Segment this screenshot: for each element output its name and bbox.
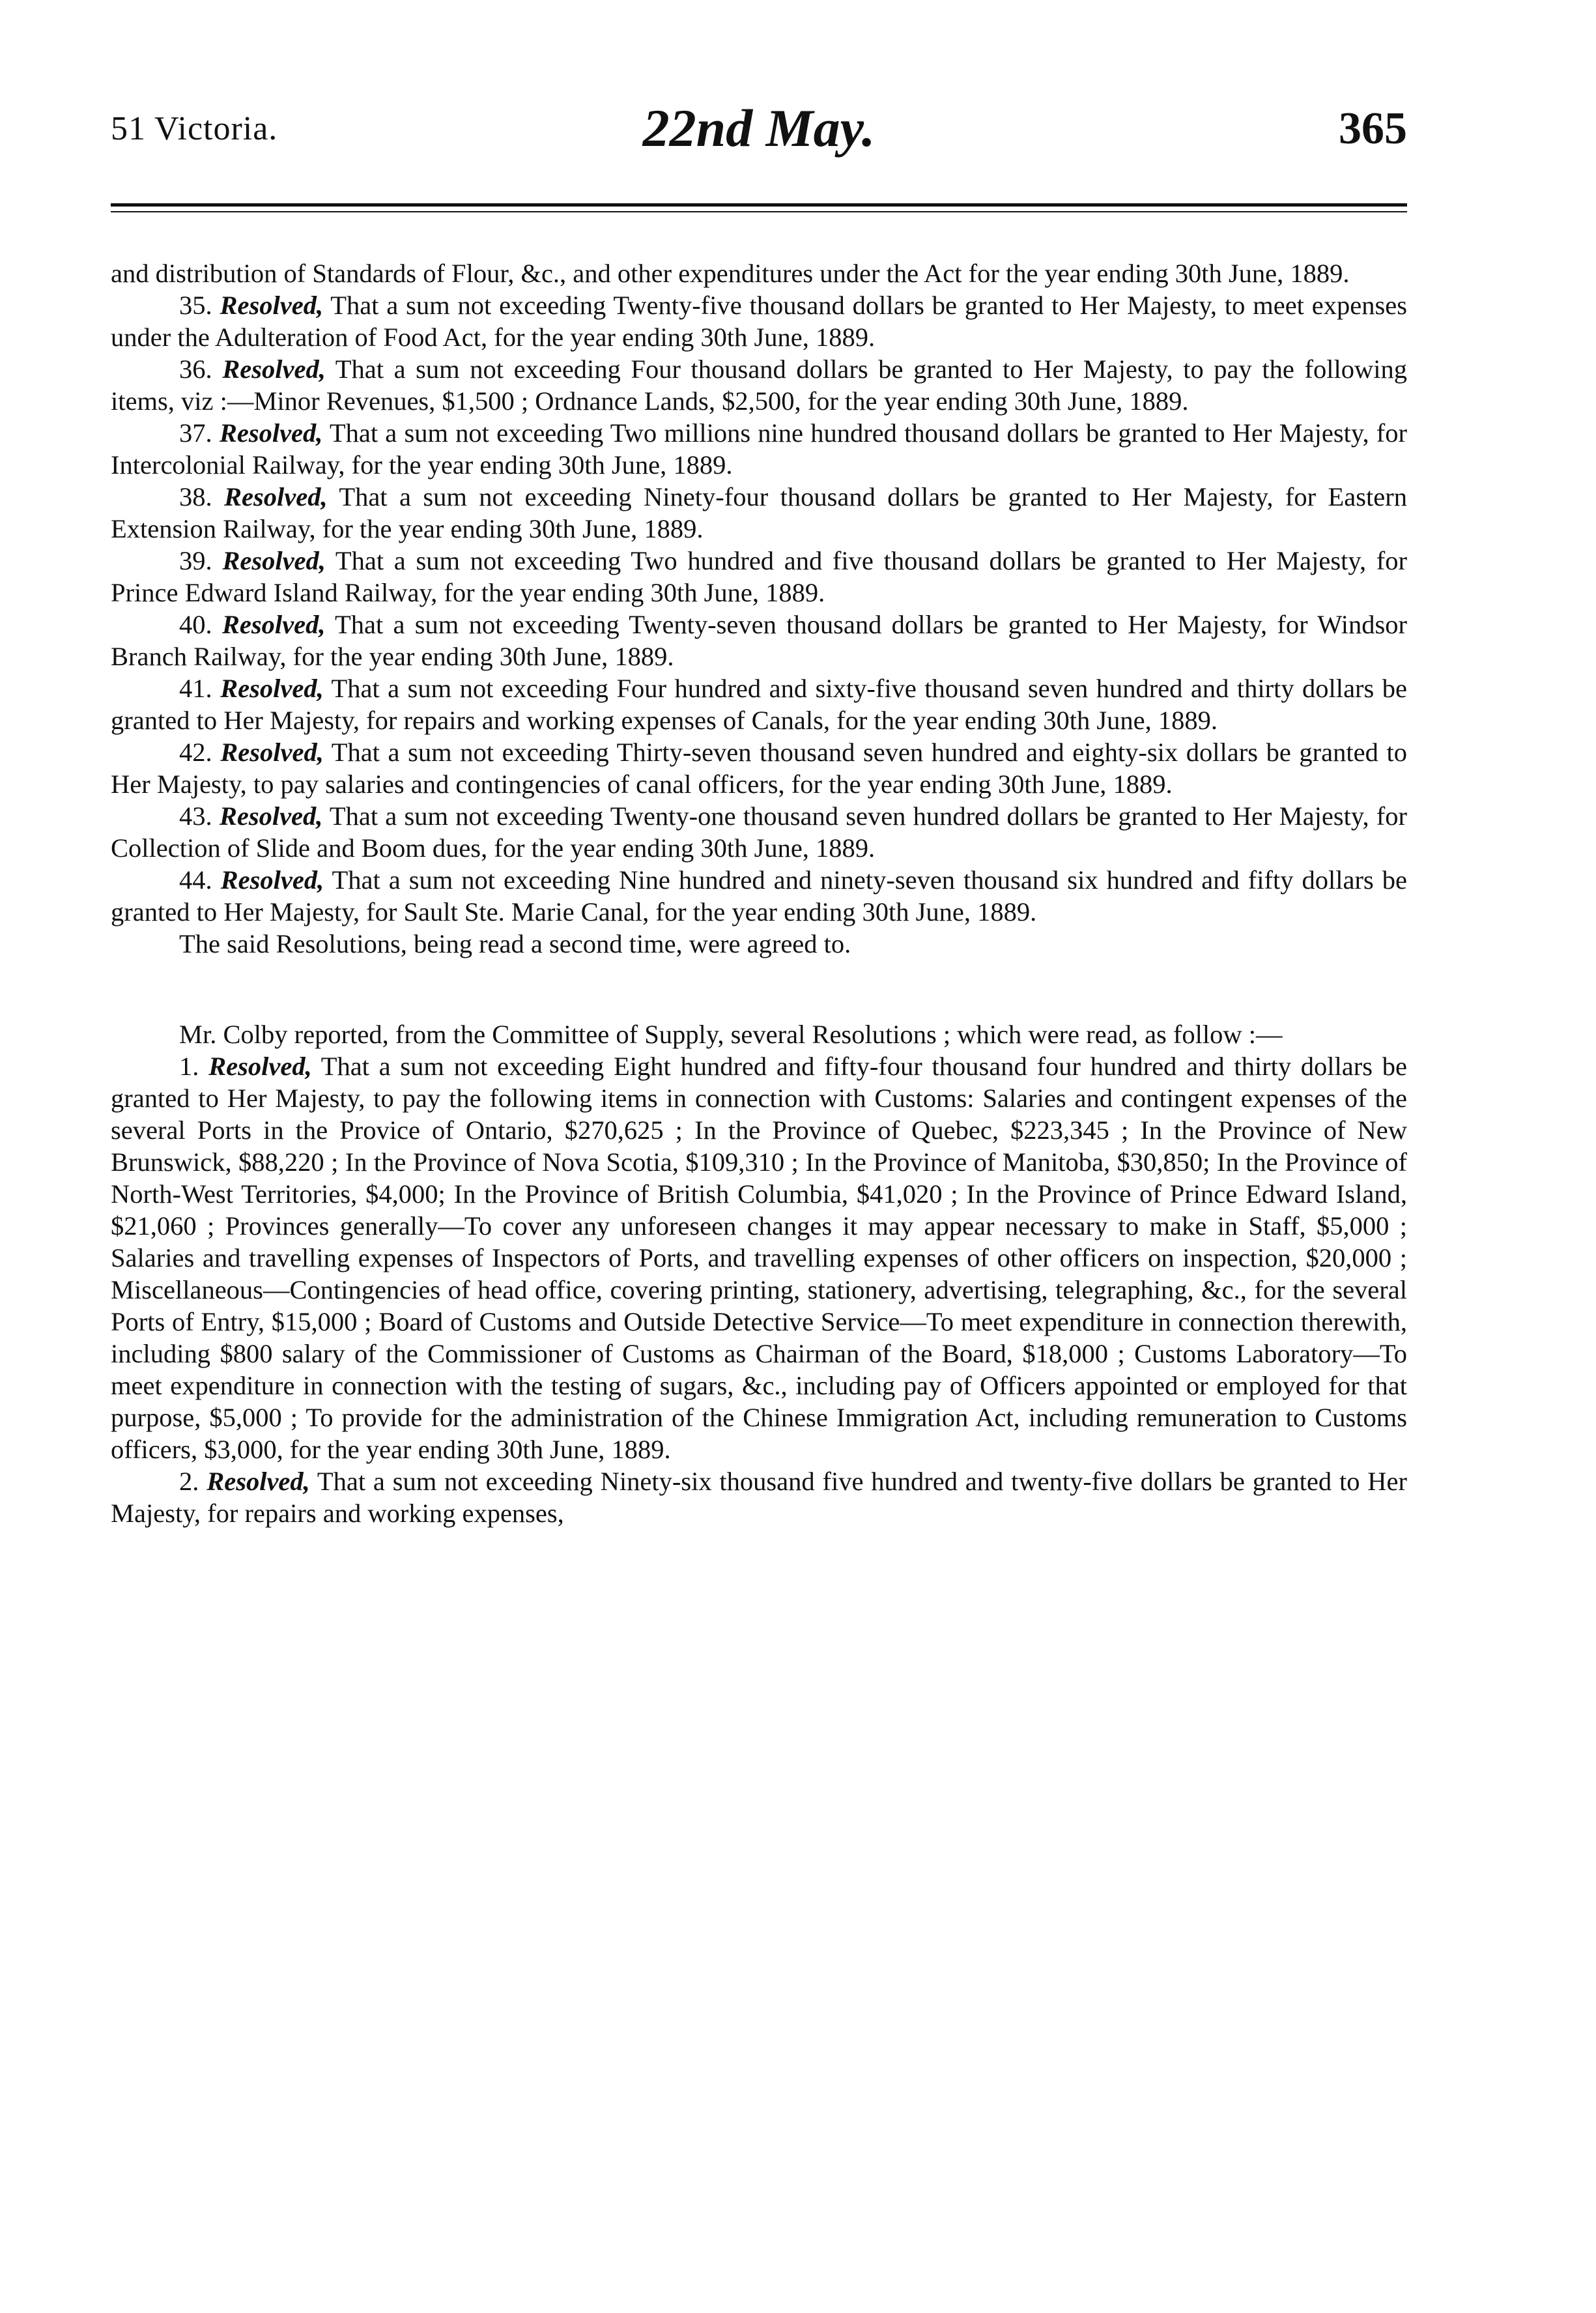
resolved-label: Resolved, bbox=[220, 674, 324, 703]
resolution-37 bbox=[111, 417, 1407, 481]
header-regnal-year: 51 Victoria. bbox=[111, 110, 278, 147]
resolution-44 bbox=[111, 864, 1407, 928]
resolution-text: and distribution of Standards of Flour, &c., and other expenditures under the Act for the year ending 30th June, 1889. bbox=[111, 259, 1350, 288]
resolution-text: That a sum not exceeding Ninety-four thousand dollars be granted to Her Majesty, for Eastern Extension Railway, for the year ending 30th June, 1889. bbox=[111, 482, 1407, 543]
second-reading-statement: The said Resolutions, being read a second time, were agreed to. bbox=[179, 929, 851, 958]
resolution-35 bbox=[111, 289, 1407, 353]
resolved-label: Resolved, bbox=[224, 482, 328, 511]
resolution-text: That a sum not exceeding Twenty-one thousand seven hundred dollars be granted to Her Majesty, for Collection of Slide and Boom dues, for the year ending 30th June, 1889. bbox=[111, 801, 1407, 863]
header-rule-thick bbox=[111, 203, 1407, 207]
resolution-number: 35. bbox=[179, 291, 212, 320]
resolution-text: That a sum not exceeding Four hundred and sixty-five thousand seven hundred and thirty dollars be granted to Her Majesty, for repairs and working expenses of Canals, for the year ending 30th June, 1889. bbox=[111, 674, 1407, 735]
resolution-36 bbox=[111, 353, 1407, 417]
resolution-number: 37. bbox=[179, 418, 212, 448]
resolution-text: That a sum not exceeding Eight hundred and fifty-four thousand four hundred and thirty dollars be granted to Her Majesty, to pay the following items in connection with Customs: Salaries and contingent expenses of the several Ports in the Provice of Ontario, $270,625 ; In the Province of Quebec, $223,345 ; In the Province of New Brunswick, $88,220 ; In the Province of Nova Scotia, $109,310 ; In the Province of Manitoba, $30,850; In the Province of North-West Territories, $4,000; In the Province of British Columbia, $41,020 ; In the Province of Prince Edward Island, $21,060 ; Provinces generally—To cover any unforeseen changes it may appear necessary to make in Staff, $5,000 ; Salaries and travelling expenses of Inspectors of Ports, and travelling expenses of other officers on inspection, $20,000 ; Miscellaneous—Contingencies of head office, covering printing, stationery, advertising, telegraphing, &c., for the several Ports of Entry, $15,000 ; Board of Customs and Outside Detective Service—To meet expenditure in connection therewith, including $800 salary of the Commissioner of Customs as Chairman of the Board, $18,000 ; Customs Laboratory—To meet expenditure in connection with the testing of sugars, &c., including pay of Officers appointed or employed for that purpose, $5,000 ; To provide for the administration of the Chinese Immigration Act, including remuneration to Customs officers, $3,000, for the year ending 30th June, 1889. bbox=[111, 1052, 1407, 1464]
resolution-number: 39. bbox=[179, 546, 212, 575]
resolution-number: 2. bbox=[179, 1467, 199, 1496]
resolution-41 bbox=[111, 672, 1407, 736]
resolution-text: That a sum not exceeding Twenty-seven thousand dollars be granted to Her Majesty, for Windsor Branch Railway, for the year ending 30th June, 1889. bbox=[111, 610, 1407, 671]
resolution-40 bbox=[111, 609, 1407, 672]
resolved-label: Resolved, bbox=[208, 1052, 312, 1081]
resolution-2 bbox=[111, 1465, 1407, 1529]
resolved-label: Resolved, bbox=[222, 546, 326, 575]
resolution-number: 36. bbox=[179, 354, 212, 384]
resolution-number: 44. bbox=[179, 865, 212, 895]
resolution-number: 40. bbox=[179, 610, 212, 639]
resolved-label: Resolved, bbox=[222, 354, 326, 384]
resolved-label: Resolved, bbox=[219, 418, 323, 448]
continuation-paragraph bbox=[111, 257, 1407, 289]
resolved-label: Resolved, bbox=[220, 738, 324, 767]
resolution-text: That a sum not exceeding Two hundred and five thousand dollars be granted to Her Majesty, for Prince Edward Island Railway, for the year ending 30th June, 1889. bbox=[111, 546, 1407, 607]
resolution-42 bbox=[111, 736, 1407, 800]
page-body bbox=[111, 257, 1407, 1529]
section-gap bbox=[111, 960, 1407, 1018]
committee-report-intro: Mr. Colby reported, from the Committee of Supply, several Resolutions ; which were read, as follow :— bbox=[179, 1020, 1283, 1049]
resolved-label: Resolved, bbox=[220, 865, 324, 895]
header-rule-thin bbox=[111, 211, 1407, 212]
resolution-38 bbox=[111, 481, 1407, 545]
header-date: 22nd May. bbox=[642, 98, 876, 158]
resolution-number: 41. bbox=[179, 674, 212, 703]
resolved-label: Resolved, bbox=[220, 291, 324, 320]
resolution-text: That a sum not exceeding Four thousand dollars be granted to Her Majesty, to pay the following items, viz :—Minor Revenues, $1,500 ; Ordnance Lands, $2,500, for the year ending 30th June, 1889. bbox=[111, 354, 1407, 416]
resolved-label: Resolved, bbox=[219, 801, 323, 831]
resolution-text: That a sum not exceeding Two millions nine hundred thousand dollars be granted to Her Majesty, for Intercolonial Railway, for the year ending 30th June, 1889. bbox=[111, 418, 1408, 480]
resolution-1 bbox=[111, 1050, 1407, 1465]
resolution-number: 42. bbox=[179, 738, 212, 767]
resolution-39 bbox=[111, 545, 1407, 609]
resolution-text: That a sum not exceeding Ninety-six thousand five hundred and twenty-five dollars be granted to Her Majesty, for repairs and working expenses, bbox=[111, 1467, 1407, 1528]
resolution-43 bbox=[111, 800, 1407, 864]
resolved-label: Resolved, bbox=[207, 1467, 310, 1496]
page-number: 365 bbox=[1339, 104, 1407, 154]
resolution-number: 43. bbox=[179, 801, 212, 831]
page-header bbox=[111, 98, 1407, 176]
resolved-label: Resolved, bbox=[221, 610, 326, 639]
resolution-number: 1. bbox=[179, 1052, 199, 1081]
resolution-text: That a sum not exceeding Nine hundred and ninety-seven thousand six hundred and fifty dollars be granted to Her Majesty, for Sault Ste. Marie Canal, for the year ending 30th June, 1889. bbox=[111, 865, 1407, 927]
resolution-text: That a sum not exceeding Thirty-seven thousand seven hundred and eighty-six dollars be granted to Her Majesty, to pay salaries and contingencies of canal officers, for the year ending 30th June, 1889. bbox=[111, 738, 1407, 799]
resolution-number: 38. bbox=[179, 482, 212, 511]
resolution-text: That a sum not exceeding Twenty-five thousand dollars be granted to Her Majesty, to meet expenses under the Adulteration of Food Act, for the year ending 30th June, 1889. bbox=[111, 291, 1407, 352]
